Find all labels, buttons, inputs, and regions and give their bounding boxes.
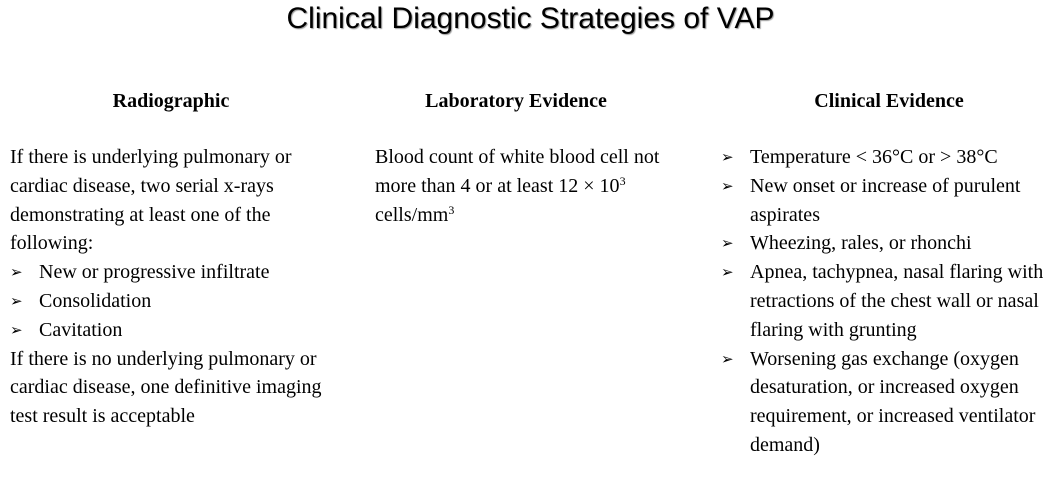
list-item: ➢ Temperature < 36°C or > 38°C [721, 143, 1061, 172]
list-item: ➢ Wheezing, rales, or rhonchi [721, 229, 1061, 258]
list-item: ➢ Cavitation [10, 316, 340, 345]
arrowhead-bullet-icon: ➢ [721, 148, 734, 166]
clinical-heading: Clinical Evidence [814, 90, 964, 112]
arrowhead-bullet-icon: ➢ [721, 263, 734, 282]
arrowhead-bullet-icon: ➢ [10, 320, 23, 339]
clinical-bullet-list [721, 143, 1061, 460]
laboratory-column [375, 143, 675, 229]
radiographic-heading: Radiographic [112, 90, 230, 112]
arrowhead-bullet-icon: ➢ [721, 176, 734, 195]
laboratory-heading: Laboratory Evidence [425, 90, 607, 112]
radiographic-column [10, 143, 340, 431]
list-item: ➢ Apnea, tachypnea, nasal flaring with retractions of the chest wall or nasal flaring with grunting [721, 258, 1061, 344]
arrowhead-bullet-icon: ➢ [721, 349, 734, 368]
radiographic-intro: If there is underlying pulmonary or cardiac disease, two serial x-rays demonstrating at least one of the following: [10, 146, 292, 255]
arrowhead-bullet-icon: ➢ [10, 263, 23, 282]
unit-exponent: 3 [448, 202, 455, 217]
list-item: ➢ Worsening gas exchange (oxygen desaturation, or increased oxygen requirement, or increased ventilator demand) [721, 345, 1061, 460]
list-item: ➢ New onset or increase of purulent aspirates [721, 172, 1061, 230]
list-item: ➢ Consolidation [10, 287, 340, 316]
radiographic-bullet-list [10, 258, 340, 344]
clinical-column [721, 143, 1061, 460]
exponent: 3 [619, 173, 626, 188]
radiographic-outro: If there is no underlying pulmonary or cardiac disease, one definitive imaging test result is acceptable [10, 347, 322, 428]
arrowhead-bullet-icon: ➢ [721, 234, 734, 253]
arrowhead-bullet-icon: ➢ [10, 291, 23, 310]
slide-title: Clinical Diagnostic Strategies of VAP [286, 2, 775, 35]
list-item: ➢ New or progressive infiltrate [10, 258, 340, 287]
laboratory-text: Blood count of white blood cell not more than 4 or at least $12 \times 10^3$ cells/$mm^3$ [375, 146, 660, 226]
